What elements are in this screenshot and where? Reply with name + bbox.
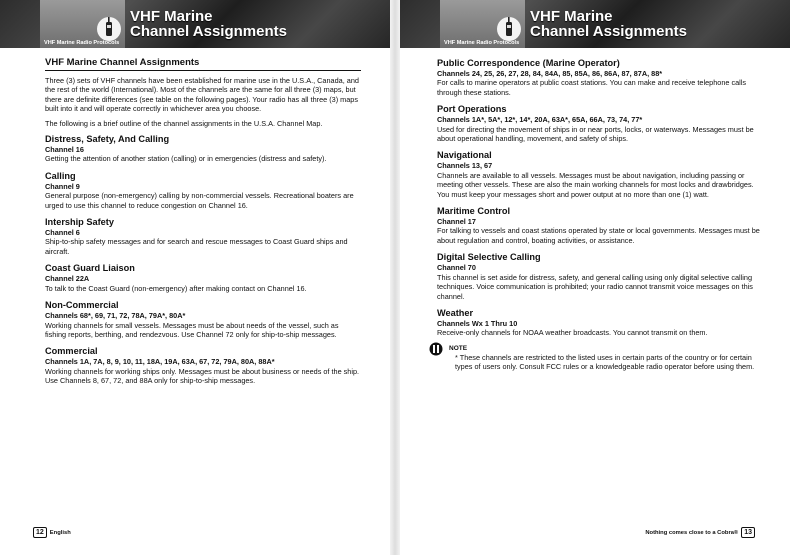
section-description: Ship-to-ship safety messages and for search and rescue messages to Coast Guard ships and aircraft. [45,237,348,256]
header-title: VHF Marine Channel Assignments [130,8,287,40]
intro-paragraph: The following is a brief outline of the channel assignments in the U.S.A. Channel Map. [45,118,323,128]
section-description: General purpose (non-emergency) calling by non-commercial vessels. Recreational boaters are urged to use this channel to reduce congestion on Channel 16. [45,191,354,210]
section-channels: Channel 70 [437,263,476,273]
section-channels: Channel 17 [437,217,476,227]
book-gutter [390,0,400,555]
left-page [0,0,390,555]
section-title: Coast Guard Liaison [45,263,135,274]
section-channels: Channels Wx 1 Thru 10 [437,318,518,328]
section-description: Working channels for working ships only. Messages must be about business or needs of the ship. Use Channels 8, 67, 72, and 88A only for ship-to-ship messages. [45,366,360,386]
section-coast-guard-liaison [45,262,361,293]
section-commercial [45,345,361,385]
section-description: To talk to the Coast Guard (non-emergency) after making contact on Channel 16. [45,283,307,293]
section-description: Getting the attention of another station (calling) or in emergencies (distress and safety). [45,154,327,164]
section-description: Working channels for small vessels. Messages must be about needs of the vessel, such as fishing reports, berthing, and rendezvous. Use Channel 72 only for ship-to-ship messages. [45,320,339,339]
section-weather [437,307,762,338]
radio-icon [496,16,522,42]
section-title: Navigational [437,150,492,161]
right-page [400,0,790,555]
section-channels: Channels 1A*, 5A*, 12*, 14*, 20A, 63A*, 65A, 66A, 73, 74, 77* [437,115,643,125]
section-title: Intership Safety [45,217,114,228]
footer-label: Nothing comes close to a Cobra® [645,530,739,536]
note-label: NOTE [449,344,468,352]
section-digital-selective-calling [437,251,762,301]
right-content [437,57,762,372]
header-subtag: VHF Marine Radio Protocols [444,40,520,46]
section-title: Calling [45,170,76,181]
section-maritime-control [437,205,762,245]
section-channels: Channel 16 [45,145,84,155]
radio-icon [96,16,122,42]
section-title: Distress, Safety, And Calling [45,134,170,145]
section-distress-safety-calling [45,133,361,164]
section-title: Digital Selective Calling [437,252,541,263]
page-footer [645,527,755,538]
section-title: Non-Commercial [45,300,119,311]
section-channels: Channel 9 [45,181,80,191]
section-description: For calls to marine operators at public coast stations. You can make and receive telephone calls through these stations. [437,78,747,97]
section-title: Maritime Control [437,206,510,217]
section-channels: Channels 24, 25, 26, 27, 28, 84, 84A, 85, 85A, 86, 86A, 87, 87A, 88* [437,69,663,78]
document-title: VHF Marine Channel Assignments [45,57,361,71]
header-title: VHF Marine Channel Assignments [530,8,687,40]
footer-label: English [49,530,71,536]
section-calling [45,170,361,210]
page-header [400,0,790,48]
intro-paragraph: Three (3) sets of VHF channels have been established for marine use in the U.S.A., Canada, and the rest of the world (International). Most of the channels are the same for all three (3) maps, but there are definite differences (see table on the following pages). Your radio has all three (3) maps built into it and will operate correctly in whichever area you choose. [45,76,359,114]
page-number: 12 [33,527,47,538]
section-description: This channel is set aside for distress, safety, and general calling using only digital selective calling techniques. Voice communication is prohibited; your radio cannot transmit voice messages on this channel. [437,272,753,301]
section-public-correspondence [437,57,762,97]
section-channels: Channel 6 [45,228,80,238]
page-number: 13 [741,527,755,538]
section-title: Weather [437,307,474,318]
section-non-commercial [45,299,361,339]
section-port-operations [437,103,762,143]
section-description: Channels are available to all vessels. Messages must be about navigation, including passing or meeting other vessels. These are also the main working channels for most locks and drawbridges. You must keep your messages short and power output at no more than one (1) watt. [437,170,754,199]
section-title: Port Operations [437,104,507,115]
section-channels: Channels 68*, 69, 71, 72, 78A, 79A*, 80A* [45,311,186,321]
section-description: Used for directing the movement of ships in or near ports, locks, or waterways. Messages must be about operational handling, movement, and safety of ships. [437,124,754,144]
note-block [437,344,762,372]
section-channels: Channels 13, 67 [437,161,493,171]
left-content [45,57,361,392]
section-channels: Channel 22A [45,274,90,284]
page-footer [33,527,71,538]
header-subtag: VHF Marine Radio Protocols [44,40,120,46]
page-header [0,0,390,48]
section-description: For talking to vessels and coast stations operated by state or local governments. Messages must be about regulation and control, boating activities, or assistance. [437,226,760,245]
section-title: Public Correspondence (Marine Operator) [437,58,620,68]
note-icon [429,342,443,356]
section-description: Receive-only channels for NOAA weather broadcasts. You cannot transmit on them. [437,328,708,338]
section-channels: Channels 1A, 7A, 8, 9, 10, 11, 18A, 19A, 63A, 67, 72, 79A, 80A, 88A* [45,357,275,367]
section-intership-safety [45,216,361,256]
section-navigational [437,149,762,199]
section-title: Commercial [45,346,98,357]
note-text: * These channels are restricted to the listed uses in certain parts of the country or for certain types of users only. Consult FCC rules or a knowledgeable radio operator before using them. [455,352,755,372]
